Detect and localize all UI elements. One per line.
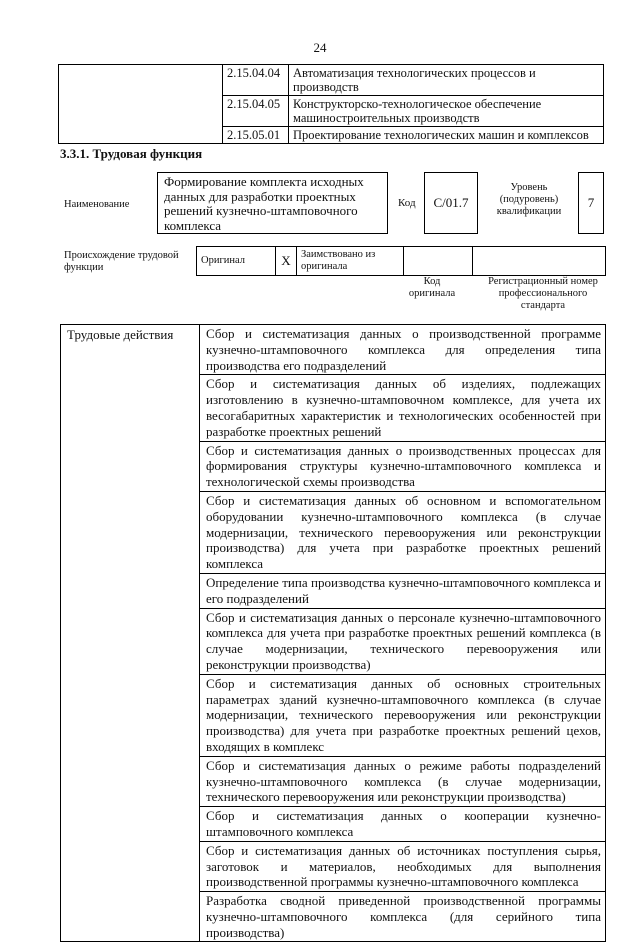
code-original-cell — [404, 247, 473, 276]
function-name-box: Формирование комплекта исходных данных для разработки проектных решений кузнечно-штамповочного комплекса — [157, 172, 388, 234]
qualification-level-box: 7 — [578, 172, 604, 234]
list-item: Сбор и систематизация данных об источниках поступления сырья, заготовок и материалов, необходимых для выполнения производственной программы кузнечно-штамповочного комплекса — [200, 842, 605, 892]
specialty-code: 2.15.05.01 — [223, 127, 289, 144]
function-code-box: C/01.7 — [424, 172, 478, 234]
section-title: 3.3.1. Трудовая функция — [60, 146, 203, 161]
code-label: Код — [398, 197, 416, 209]
original-mark: X — [276, 247, 297, 276]
origin-table — [196, 246, 606, 276]
list-item: Определение типа производства кузнечно-штамповочного комплекса и его подразделений — [200, 574, 605, 609]
list-item: Разработка сводной приведенной производственной программы кузнечно-штамповочного комплекса (для серийного типа производства) — [206, 893, 601, 940]
specialty-code: 2.15.04.05 — [223, 96, 289, 127]
list-item: Сбор и систематизация данных о персонале кузнечно-штамповочного комплекса для учета при разработке проектных решений комплекса (в случае модернизации, технического перевооружения или реконструкции производства) — [200, 609, 605, 675]
list-item: Сбор и систематизация данных об основном и вспомогательном оборудовании кузнечно-штамповочного комплекса (в случае модернизации, технического перевооружения или реконструкции производства) для учета при разработке проектных решений комплекса — [200, 492, 605, 574]
labor-actions-label: Трудовые действия — [61, 325, 200, 942]
list-item: Сбор и систематизация данных о кооперации кузнечно-штамповочного комплекса — [200, 807, 605, 842]
borrowed-label: Заимствовано из оригинала — [297, 247, 404, 276]
list-item: Сбор и систематизация данных о производственных процессах для формирования структуры кузнечно-штамповочного комплекса и технологической схемы производства — [200, 442, 605, 492]
reg-number-cell — [473, 247, 606, 276]
original-label: Оригинал — [197, 247, 276, 276]
list-item: Сбор и систематизация данных о производственной программе кузнечно-штамповочного комплекса для определения типа производства его подразделений — [200, 325, 605, 375]
list-item: Сбор и систематизация данных о режиме работы подразделений кузнечно-штамповочного комплекса (в случае модернизации, технического перевооружения или реконструкции производства) — [200, 757, 605, 807]
list-item: Сбор и систематизация данных об основных строительных параметрах зданий кузнечно-штамповочного комплекса (в случае модернизации, технического перевооружения или реконструкции производства) для учета при разработке проектных решений цехов, входящих в комплекс — [200, 675, 605, 757]
empty-cell — [59, 65, 223, 144]
reg-number-label: Регистрационный номер профессионального стандарта — [488, 276, 598, 311]
specialty-code: 2.15.04.04 — [223, 65, 289, 96]
qualification-level-label: Уровень (подуровень) квалификации — [496, 182, 562, 217]
origin-label: Происхождение трудовой функции — [64, 250, 179, 273]
table-row — [59, 65, 604, 96]
labor-actions-list — [200, 325, 606, 942]
specialty-name: Автоматизация технологических процессов и производств — [289, 65, 604, 96]
specialty-name: Проектирование технологических машин и комплексов — [289, 127, 604, 144]
specialties-table — [58, 64, 604, 144]
name-label: Наименование — [64, 199, 130, 210]
page-number: 24 — [313, 40, 327, 55]
specialty-name: Конструкторско-технологическое обеспечение машиностроительных производств — [289, 96, 604, 127]
labor-actions-table — [60, 324, 606, 942]
code-original-label: Код оригинала — [408, 276, 456, 299]
list-item: Сбор и систематизация данных об изделиях, подлежащих изготовлению в кузнечно-штамповочном комплексе, для учета их весогабаритных характеристик и технологических особенностей при разработке проектных решений — [200, 375, 605, 441]
